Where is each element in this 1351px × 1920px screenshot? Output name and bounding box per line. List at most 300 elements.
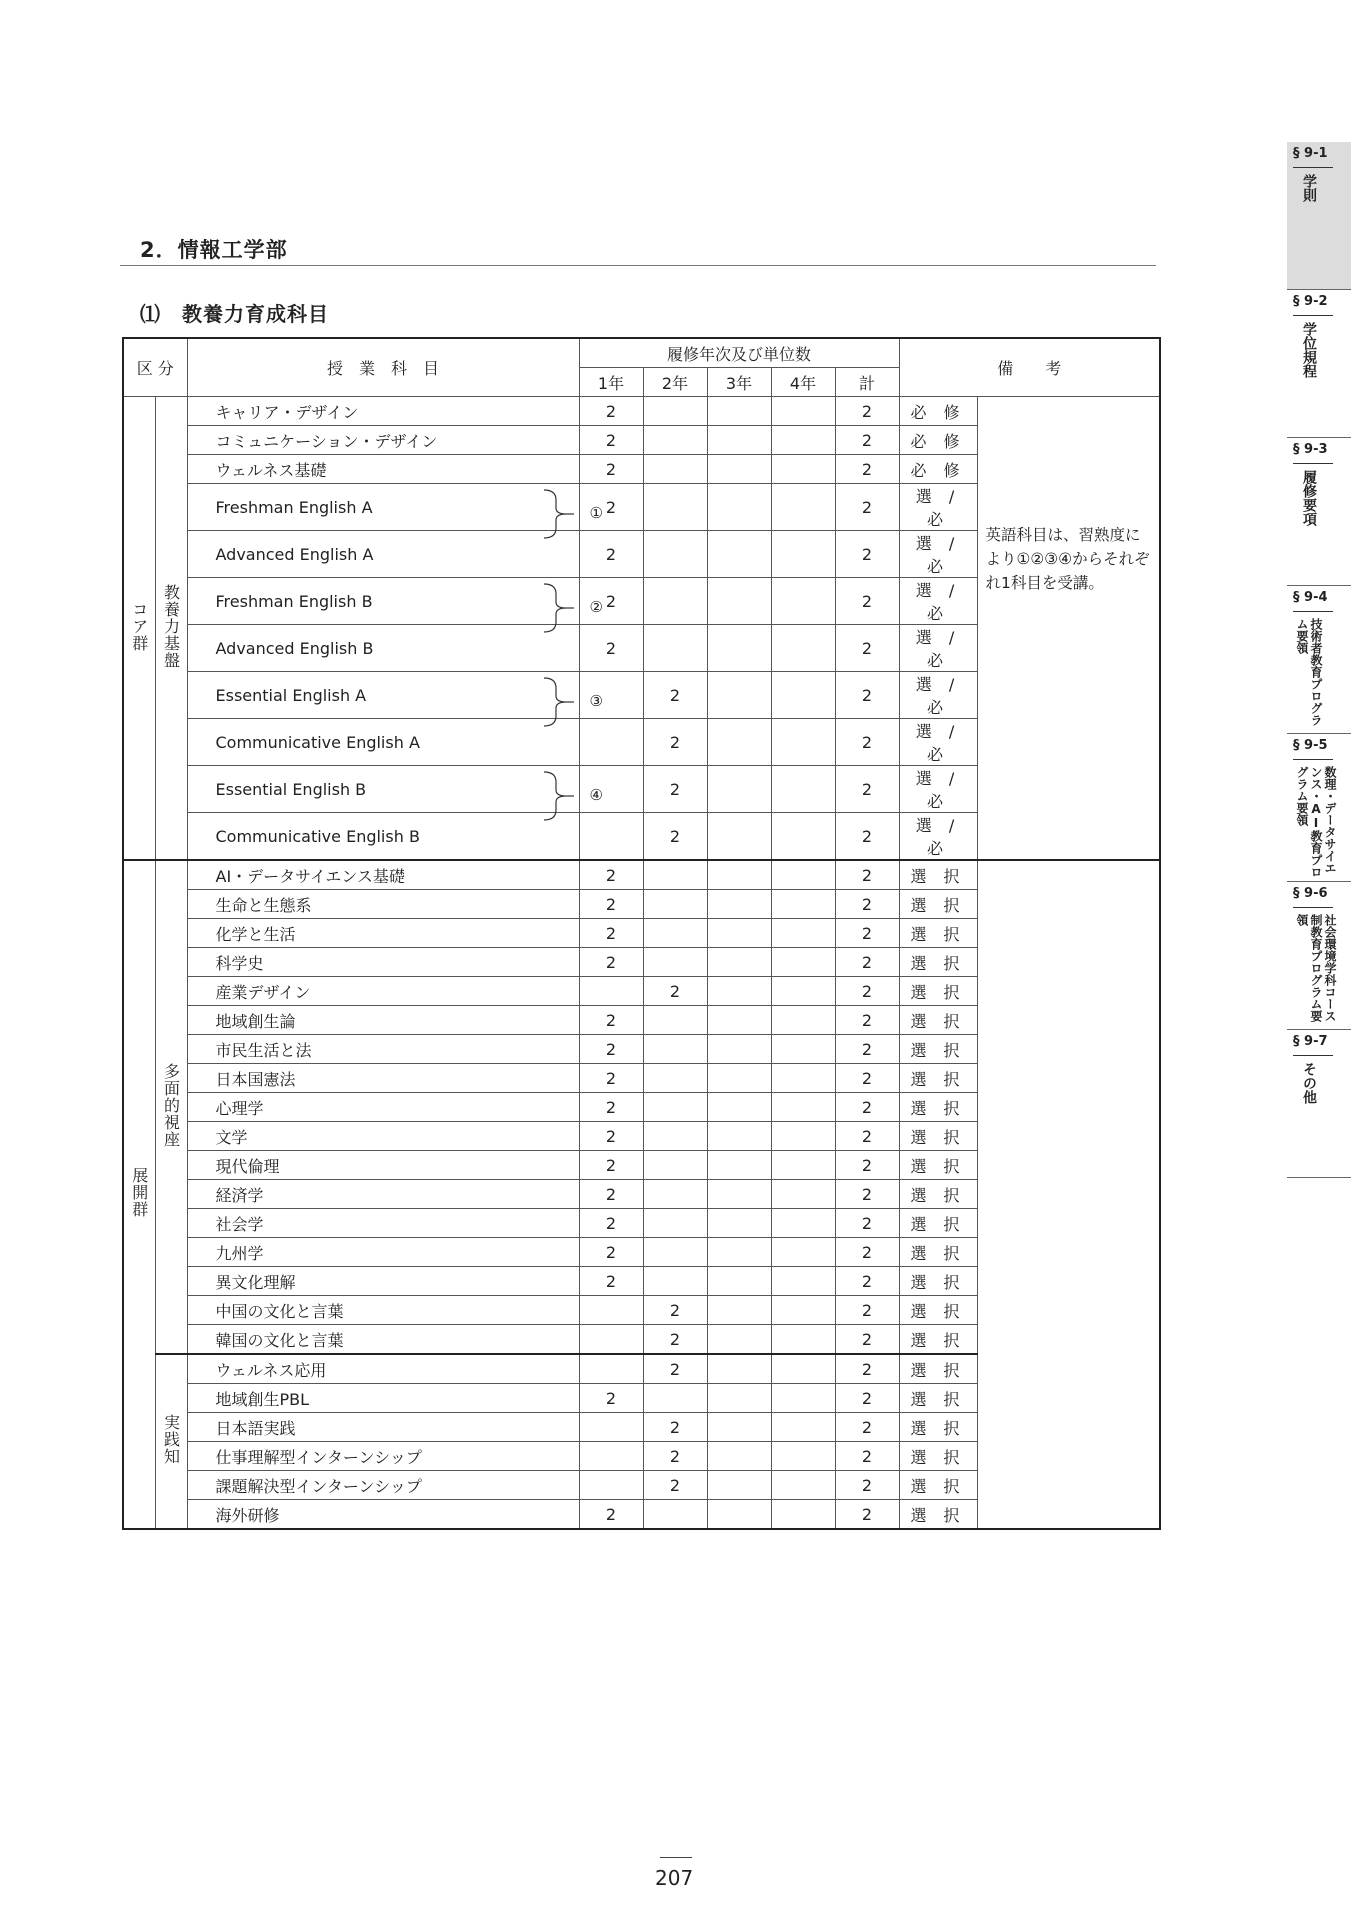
cell-y3 — [707, 672, 771, 719]
cell-y1: 2 — [579, 484, 643, 531]
requirement-type: 選 / 必 — [899, 625, 977, 672]
cell-y3 — [707, 1093, 771, 1122]
subject-name — [187, 1413, 579, 1442]
cell-y1: 2 — [579, 1151, 643, 1180]
cell-total: 2 — [835, 1471, 899, 1500]
cell-y4 — [771, 1413, 835, 1442]
cell-y3 — [707, 455, 771, 484]
cell-y3 — [707, 1209, 771, 1238]
remarks-core — [977, 397, 1160, 861]
cell-y3 — [707, 813, 771, 861]
subject-name — [187, 1296, 579, 1325]
sidebar-tab-7[interactable] — [1287, 1030, 1351, 1178]
subject-name — [187, 766, 603, 813]
cell-y4 — [771, 1209, 835, 1238]
cell-total: 2 — [835, 719, 899, 766]
cell-total: 2 — [835, 578, 899, 625]
requirement-type: 選 択 — [899, 919, 977, 948]
cell-y2 — [643, 1500, 707, 1530]
requirement-type: 選 択 — [899, 1151, 977, 1180]
subject-name — [187, 1471, 579, 1500]
subject-name-text: 科学史 — [215, 953, 264, 973]
cell-total: 2 — [835, 426, 899, 455]
cell-y3 — [707, 1180, 771, 1209]
subject-name — [187, 426, 579, 455]
subgroup-core-label: 教養力基盤 — [161, 583, 181, 669]
subject-name — [187, 1267, 579, 1296]
cell-y4 — [771, 672, 835, 719]
cell-total: 2 — [835, 1238, 899, 1267]
cell-y1: 2 — [579, 397, 643, 426]
cell-y2: 2 — [643, 766, 707, 813]
subject-name-text: Advanced English B — [215, 638, 374, 658]
header-year3: 3年 — [707, 368, 771, 397]
header-units-group: 履修年次及び単位数 — [579, 338, 899, 368]
subject-name — [187, 1151, 579, 1180]
requirement-type: 選 択 — [899, 1413, 977, 1442]
subject-name — [187, 860, 579, 890]
sidebar-tab-label: その他 — [1301, 1062, 1317, 1104]
cell-y3 — [707, 1122, 771, 1151]
cell-y4 — [771, 1064, 835, 1093]
header-year4: 4年 — [771, 368, 835, 397]
page-number: 207 — [655, 1866, 694, 1890]
cell-y1: 2 — [579, 1384, 643, 1413]
sidebar-tab-label: 技術者教育プログラム要領 — [1295, 618, 1323, 726]
cell-y3 — [707, 1413, 771, 1442]
cell-y2 — [643, 578, 707, 625]
requirement-type: 選 択 — [899, 977, 977, 1006]
cell-y4 — [771, 1500, 835, 1530]
cell-total: 2 — [835, 1325, 899, 1355]
group-tenkai-label: 展開群 — [129, 1167, 149, 1218]
subject-name-text: 産業デザイン — [215, 982, 311, 1002]
cell-y4 — [771, 1122, 835, 1151]
subject-name-text: ウェルネス基礎 — [215, 460, 327, 480]
header-remarks: 備 考 — [899, 338, 1160, 397]
cell-y1 — [579, 1471, 643, 1500]
sidebar-tab-number: § 9-6 — [1293, 886, 1328, 901]
subject-name-text: 現代倫理 — [215, 1156, 280, 1176]
cell-y4 — [771, 426, 835, 455]
sidebar-tab-number: § 9-4 — [1293, 590, 1328, 605]
cell-y4 — [771, 813, 835, 861]
subject-name-text: Advanced English A — [215, 544, 374, 564]
cell-y4 — [771, 1151, 835, 1180]
cell-y1: 2 — [579, 1267, 643, 1296]
subject-name — [187, 397, 579, 426]
subject-name-text: 経済学 — [215, 1185, 264, 1205]
cell-y2 — [643, 1006, 707, 1035]
requirement-type: 選 択 — [899, 1006, 977, 1035]
sidebar-tab-number: § 9-5 — [1293, 738, 1328, 753]
cell-y2 — [643, 1093, 707, 1122]
cell-total: 2 — [835, 1209, 899, 1238]
cell-y2 — [643, 625, 707, 672]
requirement-type: 選 択 — [899, 1122, 977, 1151]
subgroup-jissen — [155, 1354, 187, 1529]
cell-total: 2 — [835, 1035, 899, 1064]
requirement-type: 選 / 必 — [899, 531, 977, 578]
cell-y3 — [707, 1238, 771, 1267]
requirement-type: 必 修 — [899, 397, 977, 426]
cell-total: 2 — [835, 1122, 899, 1151]
subject-name — [187, 531, 579, 578]
table-row — [123, 397, 1160, 426]
cell-y1: 2 — [579, 919, 643, 948]
cell-y1 — [579, 1296, 643, 1325]
sidebar-tab-6[interactable] — [1287, 882, 1351, 1030]
subject-name — [187, 578, 603, 625]
requirement-type: 選 択 — [899, 1296, 977, 1325]
cell-total: 2 — [835, 1151, 899, 1180]
subject-name — [187, 1122, 579, 1151]
subject-name-text: ウェルネス応用 — [215, 1360, 327, 1380]
brace-label: ② — [589, 598, 603, 616]
subject-name-text: 文学 — [215, 1127, 248, 1147]
cell-total: 2 — [835, 397, 899, 426]
cell-y4 — [771, 1442, 835, 1471]
cell-y2: 2 — [643, 719, 707, 766]
requirement-type: 選 択 — [899, 1354, 977, 1384]
cell-y1 — [579, 1442, 643, 1471]
cell-y1: 2 — [579, 531, 643, 578]
cell-y2: 2 — [643, 672, 707, 719]
section-divider — [120, 265, 1156, 266]
cell-y1: 2 — [579, 578, 643, 625]
requirement-type: 選 択 — [899, 1180, 977, 1209]
cell-total: 2 — [835, 531, 899, 578]
cell-y2 — [643, 1064, 707, 1093]
requirement-type: 選 択 — [899, 948, 977, 977]
sidebar-tab-label: 学則 — [1301, 174, 1317, 202]
subject-name-text: Communicative English B — [215, 826, 420, 846]
cell-y3 — [707, 1267, 771, 1296]
subject-name — [187, 1064, 579, 1093]
cell-y3 — [707, 1035, 771, 1064]
cell-total: 2 — [835, 1064, 899, 1093]
cell-y2 — [643, 455, 707, 484]
curriculum-table — [122, 337, 1161, 1530]
requirement-type: 選 択 — [899, 1471, 977, 1500]
cell-y4 — [771, 1296, 835, 1325]
cell-y4 — [771, 1093, 835, 1122]
sidebar-tab-label: 社会環境学科コース制教育プログラム要領 — [1295, 914, 1337, 1022]
requirement-type: 選 択 — [899, 1035, 977, 1064]
subject-name-text: 韓国の文化と言葉 — [215, 1330, 344, 1350]
subject-name-text: Essential English B — [215, 779, 367, 799]
subject-name-text: 日本国憲法 — [215, 1069, 296, 1089]
cell-y1: 2 — [579, 1238, 643, 1267]
subject-name — [187, 1500, 579, 1530]
cell-y1: 2 — [579, 860, 643, 890]
subject-name — [187, 919, 579, 948]
brace-label: ① — [589, 504, 603, 522]
cell-y1: 2 — [579, 1035, 643, 1064]
cell-y3 — [707, 1384, 771, 1413]
requirement-type: 選 択 — [899, 1500, 977, 1530]
cell-y2 — [643, 1122, 707, 1151]
group-core-label: コア群 — [129, 600, 149, 652]
subject-name-text: Communicative English A — [215, 732, 420, 752]
requirement-type: 選 択 — [899, 1384, 977, 1413]
cell-y4 — [771, 455, 835, 484]
cell-y4 — [771, 1238, 835, 1267]
subject-name — [187, 1093, 579, 1122]
subject-name-text: 地域創生PBL — [215, 1389, 310, 1409]
cell-y3 — [707, 1471, 771, 1500]
requirement-type: 選 / 必 — [899, 672, 977, 719]
cell-y4 — [771, 625, 835, 672]
cell-y2 — [643, 890, 707, 919]
cell-y4 — [771, 719, 835, 766]
cell-y2: 2 — [643, 1296, 707, 1325]
header-total: 計 — [835, 368, 899, 397]
cell-y1: 2 — [579, 1209, 643, 1238]
cell-y3 — [707, 719, 771, 766]
cell-y1: 2 — [579, 455, 643, 484]
subject-name — [187, 813, 579, 861]
sidebar-tab-2[interactable] — [1287, 290, 1351, 438]
subject-name — [187, 1442, 579, 1471]
cell-y3 — [707, 484, 771, 531]
requirement-type: 選 / 必 — [899, 766, 977, 813]
cell-y1 — [579, 1413, 643, 1442]
group-tenkai — [123, 860, 155, 1529]
cell-y2 — [643, 948, 707, 977]
cell-y3 — [707, 426, 771, 455]
cell-y3 — [707, 1354, 771, 1384]
sidebar-tab-3[interactable] — [1287, 438, 1351, 586]
cell-total: 2 — [835, 625, 899, 672]
cell-total: 2 — [835, 1180, 899, 1209]
header-year2: 2年 — [643, 368, 707, 397]
subject-name-text: 海外研修 — [215, 1505, 280, 1525]
cell-y4 — [771, 1006, 835, 1035]
cell-y2 — [643, 1151, 707, 1180]
cell-y3 — [707, 948, 771, 977]
subject-name-text: 社会学 — [215, 1214, 264, 1234]
subject-name-text: 日本語実践 — [215, 1418, 296, 1438]
subgroup-jissen-label: 実践知 — [161, 1414, 181, 1465]
cell-y3 — [707, 1442, 771, 1471]
cell-y1: 2 — [579, 890, 643, 919]
cell-y1: 2 — [579, 1500, 643, 1530]
header-category: 区 分 — [123, 338, 187, 397]
cell-y4 — [771, 766, 835, 813]
subgroup-tamen — [155, 860, 187, 1354]
subject-name-text: 心理学 — [215, 1098, 264, 1118]
cell-y1: 2 — [579, 1006, 643, 1035]
subject-name — [187, 1180, 579, 1209]
cell-y4 — [771, 1325, 835, 1355]
cell-y4 — [771, 919, 835, 948]
brace-label: ③ — [589, 692, 603, 710]
sidebar-tab-5[interactable] — [1287, 734, 1351, 882]
subject-name — [187, 1354, 579, 1384]
subject-name — [187, 948, 579, 977]
cell-y3 — [707, 531, 771, 578]
cell-y4 — [771, 1035, 835, 1064]
cell-y2: 2 — [643, 1354, 707, 1384]
subject-name-text: 九州学 — [215, 1243, 264, 1263]
cell-y2 — [643, 1209, 707, 1238]
subject-name-text: Essential English A — [215, 685, 367, 705]
subject-name — [187, 977, 579, 1006]
cell-y2 — [643, 919, 707, 948]
subject-name — [187, 1006, 579, 1035]
cell-y3 — [707, 1151, 771, 1180]
sidebar-tab-number: § 9-7 — [1293, 1034, 1328, 1049]
subject-name — [187, 890, 579, 919]
cell-y1 — [579, 1325, 643, 1355]
subject-name — [187, 719, 579, 766]
cell-total: 2 — [835, 1500, 899, 1530]
cell-total: 2 — [835, 1354, 899, 1384]
cell-y4 — [771, 1471, 835, 1500]
cell-total: 2 — [835, 860, 899, 890]
cell-y2: 2 — [643, 813, 707, 861]
requirement-type: 選 択 — [899, 1209, 977, 1238]
cell-y3 — [707, 1500, 771, 1530]
cell-y2 — [643, 397, 707, 426]
subject-name — [187, 1035, 579, 1064]
subject-name-text: 課題解決型インターンシップ — [215, 1476, 422, 1496]
cell-y4 — [771, 1180, 835, 1209]
cell-y4 — [771, 1354, 835, 1384]
subject-name — [187, 484, 603, 531]
cell-y2 — [643, 860, 707, 890]
requirement-type: 選 択 — [899, 1267, 977, 1296]
requirement-type: 選 択 — [899, 1442, 977, 1471]
subject-name — [187, 1384, 579, 1413]
cell-total: 2 — [835, 1413, 899, 1442]
subject-name — [187, 1209, 579, 1238]
subgroup-core — [155, 397, 187, 861]
remarks-core-text: 英語科目は、習熟度により①②③④からそれぞれ1科目を受講。 — [985, 526, 1150, 592]
cell-total: 2 — [835, 672, 899, 719]
requirement-type: 選 択 — [899, 1325, 977, 1355]
chapter-sidebar — [1287, 142, 1351, 1178]
cell-y2 — [643, 1238, 707, 1267]
subject-name-text: Freshman English B — [215, 591, 373, 611]
cell-y4 — [771, 484, 835, 531]
cell-y3 — [707, 919, 771, 948]
subject-name-text: 市民生活と法 — [215, 1040, 312, 1060]
subject-name-text: キャリア・デザイン — [215, 402, 359, 422]
cell-y4 — [771, 1267, 835, 1296]
sidebar-tab-number: § 9-2 — [1293, 294, 1328, 309]
cell-total: 2 — [835, 1093, 899, 1122]
cell-y2: 2 — [643, 1325, 707, 1355]
cell-y1 — [579, 977, 643, 1006]
subject-name — [187, 1325, 579, 1355]
cell-total: 2 — [835, 813, 899, 861]
requirement-type: 選 択 — [899, 1238, 977, 1267]
cell-y4 — [771, 397, 835, 426]
cell-y4 — [771, 860, 835, 890]
cell-total: 2 — [835, 977, 899, 1006]
cell-y4 — [771, 977, 835, 1006]
cell-total: 2 — [835, 1384, 899, 1413]
sidebar-tab-4[interactable] — [1287, 586, 1351, 734]
cell-y2 — [643, 1180, 707, 1209]
cell-total: 2 — [835, 484, 899, 531]
requirement-type: 選 択 — [899, 1064, 977, 1093]
subject-name — [187, 455, 579, 484]
cell-y2: 2 — [643, 977, 707, 1006]
cell-y2: 2 — [643, 1442, 707, 1471]
cell-y2 — [643, 1267, 707, 1296]
cell-total: 2 — [835, 1267, 899, 1296]
cell-y3 — [707, 1325, 771, 1355]
subject-name-text: 地域創生論 — [215, 1011, 296, 1031]
subject-name-text: Freshman English A — [215, 497, 373, 517]
cell-y1 — [579, 1354, 643, 1384]
cell-y3 — [707, 977, 771, 1006]
cell-y1: 2 — [579, 948, 643, 977]
cell-y2 — [643, 426, 707, 455]
subject-name — [187, 672, 603, 719]
subgroup-tamen-label: 多面的視座 — [161, 1062, 181, 1148]
cell-total: 2 — [835, 455, 899, 484]
brace-label: ④ — [589, 786, 603, 804]
subsection-title: ⑴ 教養力育成科目 — [140, 302, 329, 326]
table-row — [123, 860, 1160, 890]
requirement-type: 選 択 — [899, 1093, 977, 1122]
requirement-type: 選 / 必 — [899, 484, 977, 531]
cell-total: 2 — [835, 919, 899, 948]
cell-y3 — [707, 397, 771, 426]
subject-name — [187, 625, 579, 672]
cell-y4 — [771, 531, 835, 578]
requirement-type: 選 択 — [899, 860, 977, 890]
cell-y1: 2 — [579, 625, 643, 672]
cell-y1: 2 — [579, 426, 643, 455]
cell-y3 — [707, 578, 771, 625]
header-subject: 授 業 科 目 — [187, 338, 579, 397]
cell-total: 2 — [835, 948, 899, 977]
cell-y2: 2 — [643, 1413, 707, 1442]
cell-y3 — [707, 625, 771, 672]
cell-y4 — [771, 948, 835, 977]
requirement-type: 必 修 — [899, 455, 977, 484]
subject-name-text: AI・データサイエンス基礎 — [215, 866, 405, 886]
cell-y3 — [707, 890, 771, 919]
cell-total: 2 — [835, 766, 899, 813]
cell-y2 — [643, 531, 707, 578]
cell-y2 — [643, 1384, 707, 1413]
subject-name-text: コミュニケーション・デザイン — [215, 431, 438, 451]
subject-name-text: 中国の文化と言葉 — [215, 1301, 344, 1321]
cell-y3 — [707, 1296, 771, 1325]
sidebar-tab-1[interactable] — [1287, 142, 1351, 290]
cell-total: 2 — [835, 1006, 899, 1035]
requirement-type: 必 修 — [899, 426, 977, 455]
cell-y4 — [771, 578, 835, 625]
subject-name-text: 仕事理解型インターンシップ — [215, 1447, 422, 1467]
cell-y2: 2 — [643, 1471, 707, 1500]
subject-name-text: 生命と生態系 — [215, 895, 312, 915]
cell-y3 — [707, 1064, 771, 1093]
cell-y4 — [771, 890, 835, 919]
cell-y1: 2 — [579, 1180, 643, 1209]
cell-total: 2 — [835, 890, 899, 919]
cell-y1: 2 — [579, 1122, 643, 1151]
sidebar-tab-label: 学位規程 — [1301, 322, 1317, 378]
cell-total: 2 — [835, 1296, 899, 1325]
requirement-type: 選 択 — [899, 890, 977, 919]
